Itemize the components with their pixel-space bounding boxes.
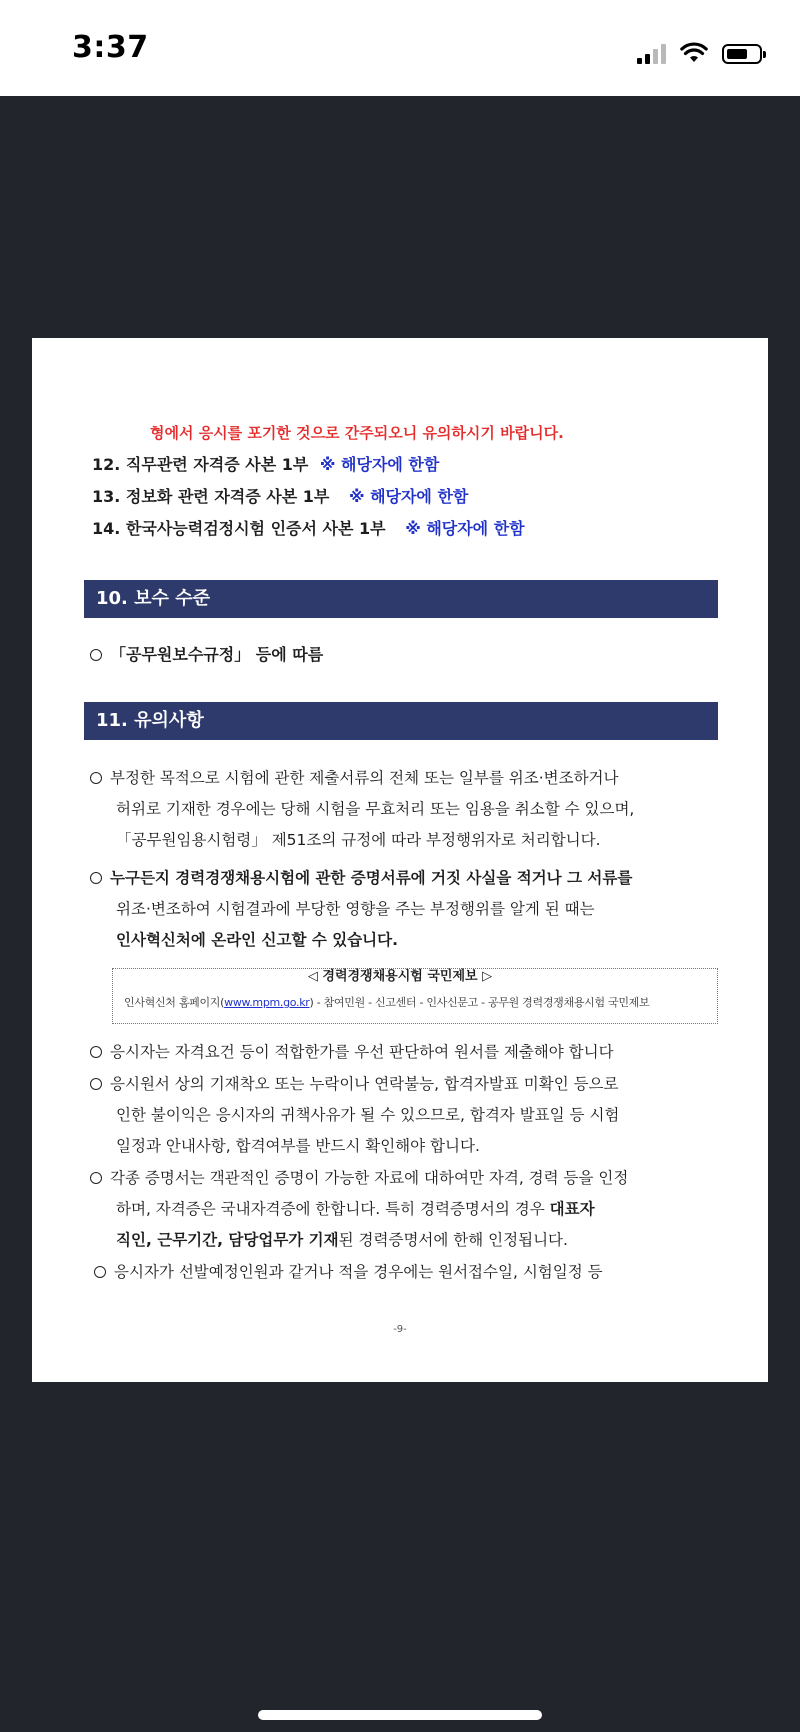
- notes-bullet-2-line-2: 위조·변조하여 시험결과에 부당한 영향을 주는 부정행위를 알게 된 때는: [116, 900, 595, 918]
- notes-bullet-5: 각종 증명서는 객관적인 증명이 가능한 자료에 대하여만 자격, 경력 등을 인정: [90, 1166, 628, 1188]
- list-item: 12. 직무관련 자격증 사본 1부 ※ 해당자에 한함: [92, 455, 440, 474]
- cellular-signal-icon: [637, 42, 666, 64]
- section-header-salary: 10. 보수 수준: [84, 580, 718, 618]
- wifi-icon: [680, 42, 708, 64]
- notes-bullet-1: 부정한 목적으로 시험에 관한 제출서류의 전체 또는 일부를 위조·변조하거나: [90, 766, 619, 788]
- circle-bullet-icon: [90, 1078, 102, 1090]
- status-icons: [637, 38, 762, 64]
- notes-bullet-4-line-2: 인한 불이익은 응시자의 귀책사유가 될 수 있으므로, 합격자 발표일 등 시험: [116, 1106, 620, 1124]
- report-box-title: ◁ 경력경쟁채용시험 국민제보 ▷: [32, 965, 768, 984]
- document-page: [32, 338, 768, 1382]
- salary-text: 「공무원보수규정」 등에 따름: [90, 642, 323, 665]
- notes-bullet-6: 응시자가 선발예정인원과 같거나 적을 경우에는 원서접수일, 시험일정 등: [94, 1260, 603, 1282]
- notes-bullet-5-line-3: 직인, 근무기간, 담당업무가 기재된 경력증명서에 한해 인정됩니다.: [116, 1231, 568, 1249]
- notes-bullet-2-line-3: 인사혁신처에 온라인 신고할 수 있습니다.: [116, 931, 399, 949]
- notes-bullet-4: 응시원서 상의 기재착오 또는 누락이나 연락불능, 합격자발표 미확인 등으로: [90, 1072, 619, 1094]
- notes-bullet-1-line-3: 「공무원임용시험령」 제51조의 규정에 따라 부정행위자로 처리합니다.: [116, 831, 601, 849]
- circle-bullet-icon: [94, 1266, 106, 1278]
- notes-bullet-4-line-3: 일정과 안내사항, 합격여부를 반드시 확인해야 합니다.: [116, 1137, 480, 1155]
- notes-bullet-1-line-2: 허위로 기재한 경우에는 당해 시험을 무효처리 또는 임용을 취소할 수 있으며,: [116, 800, 635, 818]
- mpm-website-link[interactable]: www.mpm.go.kr: [224, 996, 310, 1009]
- section-header-notes: 11. 유의사항: [84, 702, 718, 740]
- status-bar: [0, 0, 800, 96]
- circle-bullet-icon: [90, 1172, 102, 1184]
- notes-bullet-3: 응시자는 자격요건 등이 적합한가를 우선 판단하여 원서를 제출해야 합니다: [90, 1040, 614, 1062]
- notes-bullet-2: 누구든지 경력경쟁채용시험에 관한 증명서류에 거짓 사실을 적거나 그 서류를: [90, 866, 632, 888]
- battery-icon: [722, 44, 762, 64]
- status-time: 3:37: [72, 30, 149, 65]
- circle-bullet-icon: [90, 649, 102, 661]
- list-item: 13. 정보화 관련 자격증 사본 1부 ※ 해당자에 한함: [92, 487, 469, 506]
- circle-bullet-icon: [90, 772, 102, 784]
- warning-line: 형에서 응시를 포기한 것으로 간주되오니 유의하시기 바랍니다.: [150, 424, 564, 442]
- page-number: -9-: [393, 1324, 407, 1335]
- circle-bullet-icon: [90, 872, 102, 884]
- report-path: 인사혁신처 홈페이지(www.mpm.go.kr) - 참여민원 - 신고센터 - 인사신문고 - 공무원 경력경쟁채용시험 국민제보: [124, 996, 650, 1009]
- circle-bullet-icon: [90, 1046, 102, 1058]
- list-item: 14. 한국사능력검정시험 인증서 사본 1부 ※ 해당자에 한함: [92, 519, 525, 538]
- notes-bullet-5-line-2: 하며, 자격증은 국내자격증에 한합니다. 특히 경력증명서의 경우 대표자: [116, 1200, 595, 1218]
- home-indicator[interactable]: [258, 1710, 542, 1720]
